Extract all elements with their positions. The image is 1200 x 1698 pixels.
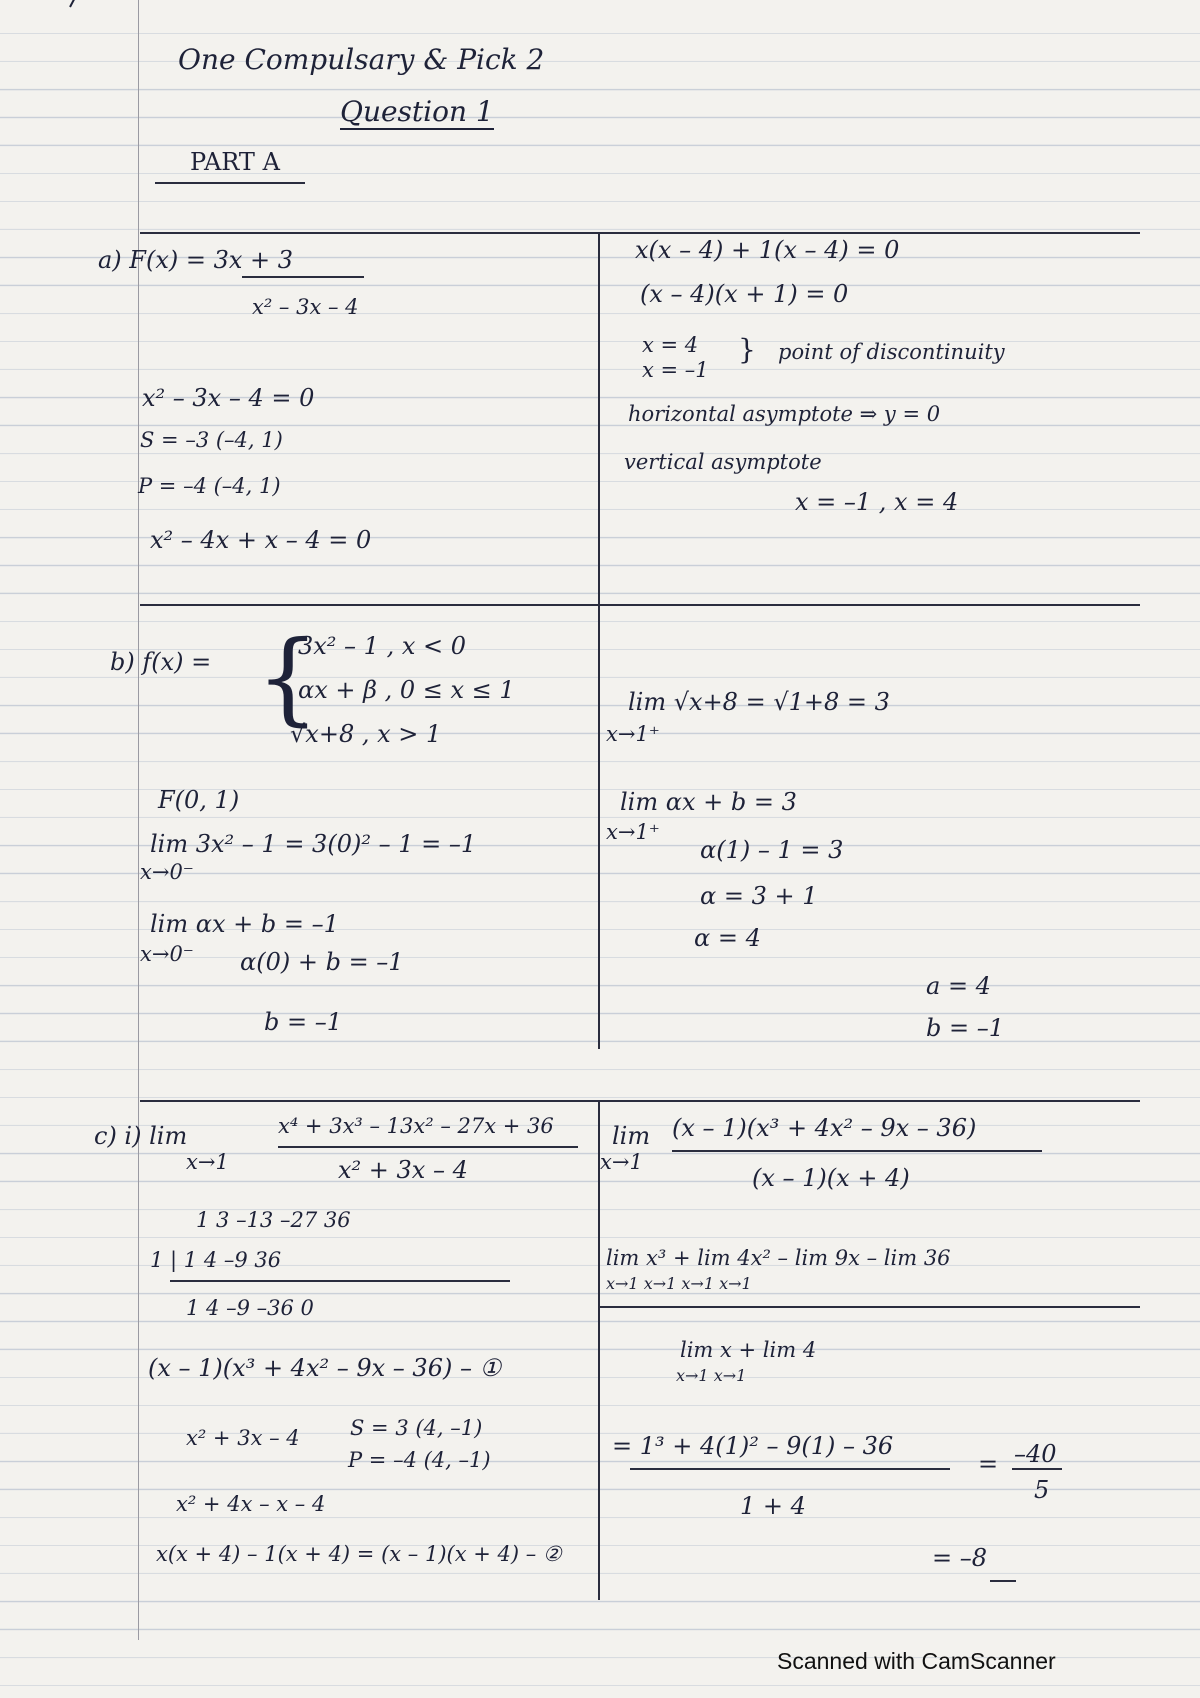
part-a-right-line: (x – 4)(x + 1) = 0	[640, 280, 849, 308]
part-a-line: S = –3 (–4, 1)	[140, 428, 283, 452]
result-numerator: –40	[1014, 1440, 1057, 1468]
synthetic-division-row: 1 4 –9 –36 0	[186, 1296, 314, 1320]
limit-subscript: x→0⁻	[140, 942, 194, 966]
part-b-line: α(0) + b = –1	[240, 948, 404, 976]
part-c-right-denominator: 1 + 4	[740, 1492, 806, 1520]
part-c-right-numerator: (x – 1)(x³ + 4x² – 9x – 36)	[672, 1114, 977, 1142]
part-c-factor-2: x(x + 4) – 1(x + 4) = (x – 1)(x + 4) – ②	[156, 1542, 562, 1566]
page-corner-mark	[69, 0, 82, 7]
answer-underline	[990, 1580, 1016, 1582]
part-b-right-line: α(1) – 1 = 3	[700, 836, 844, 864]
part-c-numerator: x⁴ + 3x³ – 13x² – 27x + 36	[278, 1114, 554, 1138]
section-c-divider	[140, 1100, 1140, 1102]
limit-subscript: x→1⁺	[606, 722, 660, 746]
instruction-heading: One Compulsary & Pick 2	[178, 43, 545, 76]
fraction-bar	[278, 1146, 578, 1148]
part-c-limit: c) i) lim	[94, 1122, 188, 1150]
scanner-watermark: Scanned with CamScanner	[777, 1648, 1056, 1674]
part-b-function: b) f(x) =	[110, 648, 212, 676]
part-c-factor-1: (x – 1)(x³ + 4x² – 9x – 36) – ①	[148, 1354, 502, 1382]
part-c-right-line: lim x + lim 4	[680, 1338, 817, 1362]
part-a-line: P = –4 (–4, 1)	[138, 474, 281, 498]
part-b-answer: a = 4	[926, 972, 991, 1000]
limit-subscript: x→1⁺	[606, 820, 660, 844]
part-c-right-line: = 1³ + 4(1)² – 9(1) – 36	[612, 1432, 894, 1460]
limit-subscript: x→1	[186, 1150, 229, 1174]
part-underline	[155, 182, 305, 184]
limit-subscript: x→0⁻	[140, 860, 194, 884]
part-b-right-line: α = 4	[694, 924, 761, 952]
part-a-right-line: x = –1 , x = 4	[795, 488, 959, 516]
final-answer: = –8	[932, 1544, 988, 1572]
part-b-right-line: α = 3 + 1	[700, 882, 818, 910]
part-a-denominator: x² – 3x – 4	[252, 295, 359, 319]
part-b-answer: b = –1	[926, 1014, 1004, 1042]
limit-subscript: x→1 x→1 x→1 x→1	[606, 1274, 752, 1293]
part-c-right-line: lim x³ + lim 4x² – lim 9x – lim 36	[606, 1246, 951, 1270]
limit-subscript: x→1	[600, 1150, 643, 1174]
result-denominator: 5	[1034, 1476, 1050, 1504]
fraction-bar	[630, 1468, 950, 1470]
section-b-column-divider	[598, 604, 600, 1049]
part-c-right-limit: lim	[612, 1122, 651, 1150]
fraction-bar	[242, 276, 364, 278]
part-a-root: x = 4	[642, 333, 699, 357]
fraction-bar	[672, 1150, 1042, 1152]
part-a-right-line: vertical asymptote	[624, 450, 822, 474]
question-heading: Question 1	[340, 95, 494, 128]
part-b-line: lim αx + b = –1	[150, 910, 339, 938]
part-a-line: x² – 4x + x – 4 = 0	[150, 526, 372, 554]
part-b-right-line: lim αx + b = 3	[620, 788, 797, 816]
synthetic-division-row: 1 | 1 4 –9 36	[150, 1248, 282, 1272]
part-a-function: a) F(x) = 3x + 3	[98, 246, 294, 274]
synthetic-division-row: 1 3 –13 –27 36	[196, 1208, 351, 1232]
part-heading: PART A	[190, 148, 280, 176]
part-b-case: 3x² – 1 , x < 0	[298, 632, 467, 660]
part-c-line: P = –4 (4, –1)	[348, 1448, 491, 1472]
part-b-case: αx + β , 0 ≤ x ≤ 1	[298, 676, 515, 704]
section-c-column-divider	[598, 1100, 600, 1600]
limit-subscript: x→1 x→1	[676, 1366, 747, 1385]
part-c-denominator: x² + 3x – 4	[338, 1156, 468, 1184]
part-a-right-line: horizontal asymptote ⇒ y = 0	[628, 402, 941, 426]
fraction-bar	[600, 1306, 1140, 1308]
part-b-right-line: lim √x+8 = √1+8 = 3	[628, 688, 890, 716]
part-b-case: √x+8 , x > 1	[290, 720, 442, 748]
part-b-line: b = –1	[264, 1008, 342, 1036]
section-a-divider	[140, 232, 1140, 234]
brace: }	[738, 333, 756, 366]
part-c-right-denominator: (x – 1)(x + 4)	[752, 1164, 910, 1192]
part-a-right-line: x(x – 4) + 1(x – 4) = 0	[635, 236, 900, 264]
part-a-right-line: point of discontinuity	[778, 340, 1005, 364]
part-c-line: x² + 4x – x – 4	[176, 1492, 326, 1516]
equals-sign: =	[978, 1450, 999, 1478]
part-a-root: x = –1	[642, 358, 709, 382]
fraction-bar	[1012, 1468, 1062, 1470]
part-a-line: x² – 3x – 4 = 0	[142, 384, 315, 412]
part-c-line: S = 3 (4, –1)	[350, 1416, 483, 1440]
section-b-divider	[140, 604, 1140, 606]
synthetic-division-line	[170, 1280, 510, 1282]
piecewise-brace: {	[256, 619, 320, 736]
part-b-line: F(0, 1)	[158, 786, 240, 814]
section-a-column-divider	[598, 232, 600, 604]
part-b-line: lim 3x² – 1 = 3(0)² – 1 = –1	[150, 830, 477, 858]
part-c-line: x² + 3x – 4	[186, 1426, 300, 1450]
